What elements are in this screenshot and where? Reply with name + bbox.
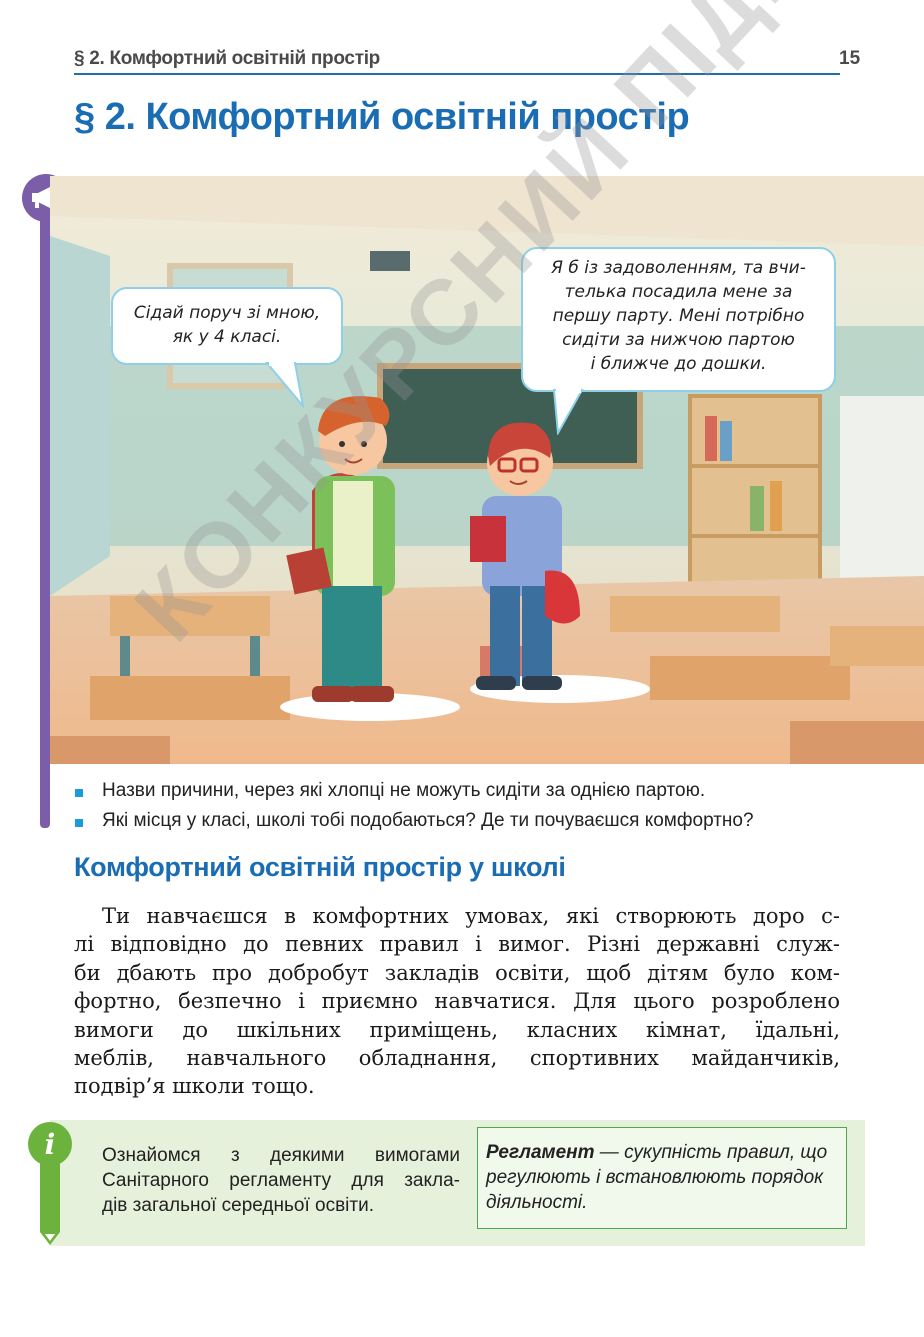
info-text (102, 1143, 460, 1218)
running-head-title: § 2. Комфортний освітній простір (74, 48, 380, 69)
svg-text:i: i (44, 1128, 56, 1161)
speech-bubble-right (521, 247, 836, 392)
body-line: лі відповідно до певних правил і вимог. Різні державні служ- (74, 932, 840, 957)
bubble-right-line: першу парту. Мені потрібно (552, 306, 805, 326)
info-line: Санітарного регламенту для закла- (102, 1170, 460, 1191)
body-line: фортно, безпечно і приємно навчатися. Для цього розроблено (74, 989, 840, 1014)
body-line: би дбають про добробут закладів освіти, щоб дітям було ком- (74, 960, 840, 985)
square-bullet-icon (75, 789, 83, 797)
bubble-right-line: Я б із задоволенням, та вчи- (551, 258, 806, 278)
page-title: § 2. Комфортний освітній простір (74, 96, 690, 138)
bubble-right-line: сидіти за нижчою партою (562, 330, 795, 350)
section-heading: Комфортний освітній простір у школі (74, 852, 566, 882)
body-line: Ти навчаєшся в комфортних умовах, які створюють доро с- (102, 904, 840, 928)
definition-term: Регламент (486, 1142, 595, 1163)
info-line: Ознайомся з деякими вимогами (102, 1145, 460, 1166)
body-line: меблів, навчального обладнання, спортивних майданчиків, (74, 1045, 840, 1070)
definition-box (477, 1127, 847, 1229)
speech-bubble-left (111, 287, 343, 365)
body-line: подвір’я школи тощо. (74, 1074, 315, 1099)
bubble-right-line: телька посадила мене за (564, 282, 793, 302)
info-pencil-icon (27, 1122, 73, 1246)
bubble-left-line: як у 4 класі. (172, 327, 282, 347)
bubble-right-line: і ближче до дошки. (590, 354, 767, 374)
question-text: Які місця у класі, школі тобі подобаються? Де ти почуваєшся комфортно? (102, 810, 754, 831)
question-text: Назви причини, через які хлопці не можуть сидіти за однією партою. (102, 780, 706, 801)
bubble-left-line: Сідай поруч зі мною, (133, 303, 321, 323)
square-bullet-icon (75, 819, 83, 827)
page-number: 15 (839, 48, 861, 69)
body-paragraph (74, 902, 840, 1101)
definition-text: — сукупність правил, що регулюють і встановлюють порядок діяльності. (486, 1142, 828, 1213)
bubble-right-tail (548, 389, 588, 435)
body-line: вимоги до шкільних приміщень, класних кімнат, їдальні, (74, 1017, 840, 1042)
info-line: дів загальної середньої освіти. (102, 1195, 375, 1216)
side-bar (40, 200, 50, 828)
